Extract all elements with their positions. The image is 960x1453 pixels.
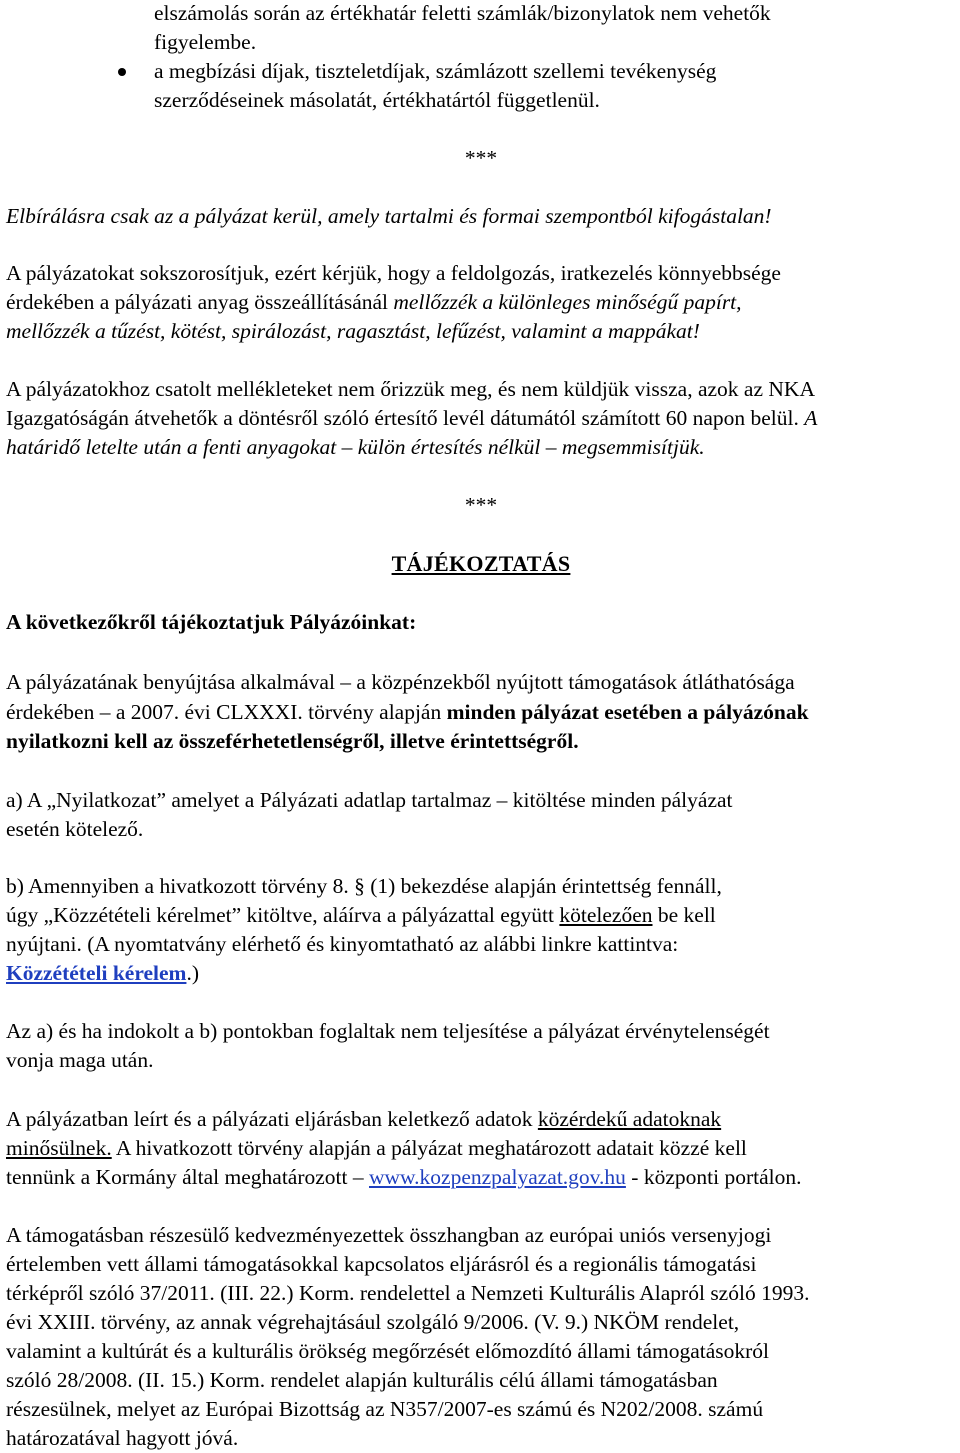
- aid-para-line-8: határozatával hagyott jóvá.: [6, 1426, 239, 1450]
- point-b-line-1: b) Amennyiben a hivatkozott törvény 8. § (1) bekezdése alapján érintettség fennáll,: [6, 874, 722, 898]
- evaluation-note: Elbírálásra csak az a pályázat kerül, amely tartalmi és formai szempontból kifogástalan!: [6, 204, 772, 228]
- separator-stars-2: ***: [464, 493, 498, 517]
- aid-para-line-3: térképről szóló 37/2011. (III. 22.) Korm. rendelettel a Nemzeti Kulturális Alapról szóló 1993.: [6, 1281, 810, 1305]
- public-para-line-3: tennünk a Kormány által meghatározott – www.kozpenzpalyazat.gov.hu - központi portálon.: [6, 1165, 802, 1189]
- aid-para-line-4: évi XXIII. törvény, az annak végrehajtásául szolgáló 9/2006. (V. 9.) NKÖM rendelet,: [6, 1310, 740, 1334]
- point-b-line-4: Közzétételi kérelem.): [6, 961, 199, 985]
- aid-para-line-5: valamint a kultúrát és a kulturális örökség megőrzését előmozdító állami támogatásokról: [6, 1339, 770, 1363]
- invalid-para-line-2: vonja maga után.: [6, 1048, 154, 1072]
- public-para-line-1: A pályázatban leírt és a pályázati eljárásban keletkező adatok közérdekű adatoknak: [6, 1107, 722, 1131]
- point-a-line-1: a) A „Nyilatkozat” amelyet a Pályázati adatlap tartalmaz – kitöltése minden pályázat: [6, 788, 733, 812]
- portal-link[interactable]: www.kozpenzpalyazat.gov.hu: [369, 1165, 626, 1189]
- separator-stars: ***: [464, 146, 498, 170]
- attach-para-line-2: Igazgatóságán átvehetők a döntésről szóló értesítő levél dátumától számított 60 napon belül. A: [6, 406, 818, 430]
- kozzeteteli-kerelem-link[interactable]: Közzétételi kérelem: [6, 961, 187, 985]
- point-a-line-2: esetén kötelező.: [6, 817, 144, 841]
- point-b-line-2: úgy „Közzétételi kérelmet” kitöltve, aláírva a pályázattal együtt kötelezően be kell: [6, 903, 716, 927]
- invalid-para-line-1: Az a) és ha indokolt a b) pontokban foglaltak nem teljesítése a pályázat érvénytelenségét: [6, 1019, 770, 1043]
- attach-para-line-3: határidő letelte után a fenti anyagokat – külön értesítés nélkül – megsemmisítjük.: [6, 435, 705, 459]
- list-item-1-line-1: elszámolás során az értékhatár feletti számlák/bizonylatok nem vehetők: [154, 1, 771, 25]
- aid-para-line-6: szóló 28/2008. (II. 15.) Korm. rendelet alapján kulturális célú állami támogatásban: [6, 1368, 718, 1392]
- list-item-2-line-2: szerződéseinek másolatát, értékhatártól függetlenül.: [154, 88, 600, 112]
- attach-para-line-1: A pályázatokhoz csatolt mellékleteket nem őrizzük meg, és nem küldjük vissza, azok az NKA: [6, 377, 815, 401]
- decl-para-line-3: nyilatkozni kell az összeférhetetlenségről, illetve érintettségről.: [6, 729, 579, 753]
- decl-para-line-2: érdekében – a 2007. évi CLXXXI. törvény alapján minden pályázat esetében a pályázónak: [6, 700, 809, 724]
- section-title: TÁJÉKOZTATÁS: [391, 551, 571, 576]
- public-para-line-2: minősülnek. A hivatkozott törvény alapján a pályázat meghatározott adatait közzé kell: [6, 1136, 747, 1160]
- section-subtitle: A következőkről tájékoztatjuk Pályázóinkat:: [6, 610, 417, 634]
- copy-para-line-2: érdekében a pályázati anyag összeállításánál mellőzzék a különleges minőségű papírt,: [6, 290, 742, 314]
- list-item-1-line-2: figyelembe.: [154, 30, 257, 54]
- decl-para-line-1: A pályázatának benyújtása alkalmával – a közpénzekből nyújtott támogatások átláthatósága: [6, 670, 795, 694]
- aid-para-line-1: A támogatásban részesülő kedvezményezettek összhangban az európai uniós versenyjogi: [6, 1223, 772, 1247]
- bullet-icon: [118, 68, 126, 76]
- point-b-line-3: nyújtani. (A nyomtatvány elérhető és kinyomtatható az alábbi linkre kattintva:: [6, 932, 679, 956]
- copy-para-line-1: A pályázatokat sokszorosítjuk, ezért kérjük, hogy a feldolgozás, iratkezelés könnyebbsége: [6, 261, 781, 285]
- aid-para-line-7: részesülnek, melyet az Európai Bizottság az N357/2007-es számú és N202/2008. számú: [6, 1397, 764, 1421]
- aid-para-line-2: értelemben vett állami támogatásokkal kapcsolatos eljárásról és a regionális támogatási: [6, 1252, 757, 1276]
- list-item-2-line-1: a megbízási díjak, tiszteletdíjak, számlázott szellemi tevékenység: [154, 59, 717, 83]
- copy-para-line-3: mellőzzék a tűzést, kötést, spirálozást, ragasztást, lefűzést, valamint a mappákat!: [6, 319, 700, 343]
